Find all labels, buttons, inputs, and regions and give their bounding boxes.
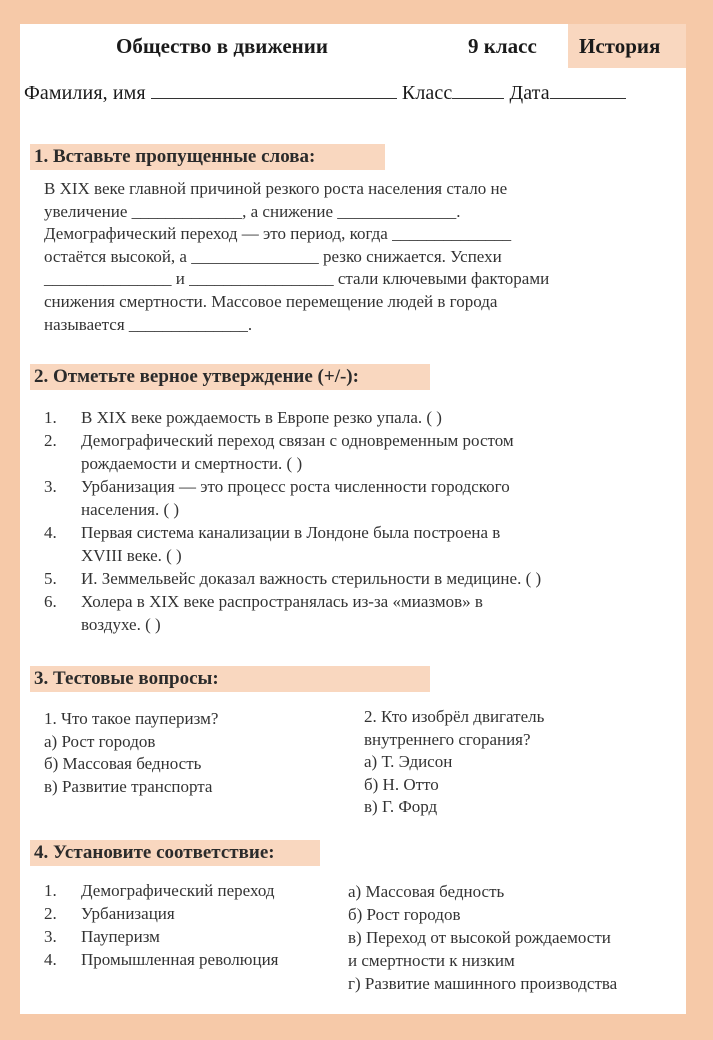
item-number: 4.	[44, 950, 57, 969]
test-question-1	[44, 708, 218, 798]
item-number: 4.	[44, 523, 57, 542]
item-number: 1.	[44, 881, 57, 900]
fill-in-paragraph	[44, 178, 549, 336]
date-blank	[550, 82, 626, 99]
item-text: Холера в XIX веке распространялась из-за «миазмов» в	[81, 592, 483, 611]
answer-option: а) Т. Эдисон	[364, 752, 453, 772]
name-blank	[151, 82, 397, 99]
item-number: 3.	[44, 927, 57, 946]
paragraph-line: увеличение _____________, а снижение ______________.	[44, 201, 461, 221]
question-text: внутреннего сгорания?	[364, 729, 531, 749]
worksheet	[20, 24, 686, 1014]
section-2-title: 2. Отметьте верное утверждение (+/-):	[34, 366, 359, 387]
paragraph-line: остаётся высокой, а _______________ резко снижается. Успехи	[44, 246, 502, 266]
match-option-continuation: и смертности к низким	[348, 951, 515, 970]
subject-label: История	[579, 34, 661, 58]
class-label: Класс	[401, 82, 453, 104]
matching-right-list	[348, 880, 617, 995]
date-label: Дата	[509, 82, 550, 104]
item-text: И. Земмельвейс доказал важность стерильности в медицине. ( )	[81, 569, 542, 588]
match-option: б) Рост городов	[348, 905, 461, 924]
answer-option: а) Рост городов	[44, 731, 156, 751]
item-number: 2.	[44, 904, 57, 923]
paragraph-line: называется ______________.	[44, 314, 253, 334]
item-text: Демографический переход связан с одновременным ростом	[81, 431, 514, 450]
item-number: 2.	[44, 431, 57, 450]
answer-option: в) Развитие транспорта	[44, 776, 213, 796]
match-option: а) Массовая бедность	[348, 882, 505, 901]
item-text: Урбанизация — это процесс роста численности городского	[81, 477, 510, 496]
question-text: 1. Что такое пауперизм?	[44, 709, 219, 728]
test-question-2	[364, 706, 544, 819]
item-text: Пауперизм	[81, 927, 160, 946]
section-1-header	[30, 144, 385, 170]
item-number: 3.	[44, 477, 57, 496]
item-text: Урбанизация	[81, 904, 175, 923]
match-option: г) Развитие машинного производства	[348, 974, 618, 993]
name-label: Фамилия, имя	[24, 82, 146, 104]
student-info-line	[24, 82, 626, 105]
paragraph-line: В XIX веке главной причиной резкого роста населения стало не	[44, 179, 508, 198]
item-text: воздухе. ( )	[81, 615, 161, 634]
match-option: в) Переход от высокой рождаемости	[348, 928, 611, 947]
section-4-header	[30, 840, 320, 866]
item-number: 6.	[44, 592, 57, 611]
section-4-title: 4. Установите соответствие:	[34, 842, 275, 863]
paragraph-line: Демографический переход — это период, когда ______________	[44, 224, 512, 244]
paragraph-line: _______________ и _________________ стали ключевыми факторами	[44, 269, 550, 289]
class-blank	[452, 82, 504, 99]
item-number: 5.	[44, 569, 57, 588]
worksheet-title: Общество в движении	[116, 34, 328, 58]
grade-label: 9 класс	[468, 34, 537, 58]
paragraph-line: снижения смертности. Массовое перемещение людей в города	[44, 291, 498, 311]
item-text: Демографический переход	[81, 881, 275, 900]
item-text: рождаемости и смертности. ( )	[81, 454, 303, 473]
answer-option: в) Г. Форд	[364, 797, 438, 817]
item-number: 1.	[44, 408, 57, 427]
item-text: населения. ( )	[81, 500, 180, 519]
section-2-header	[30, 364, 430, 390]
section-3-title: 3. Тестовые вопросы:	[34, 668, 219, 689]
section-1-title: 1. Вставьте пропущенные слова:	[34, 146, 316, 167]
item-text: Промышленная революция	[81, 950, 279, 969]
item-text: В XIX веке рождаемость в Европе резко упала. ( )	[81, 408, 442, 427]
question-text: 2. Кто изобрёл двигатель	[364, 707, 545, 726]
item-text: XVIII веке. ( )	[81, 546, 182, 565]
section-3-header	[30, 666, 430, 692]
item-text: Первая система канализации в Лондоне была построена в	[81, 523, 501, 542]
answer-option: б) Н. Отто	[364, 774, 439, 794]
answer-option: б) Массовая бедность	[44, 754, 202, 774]
